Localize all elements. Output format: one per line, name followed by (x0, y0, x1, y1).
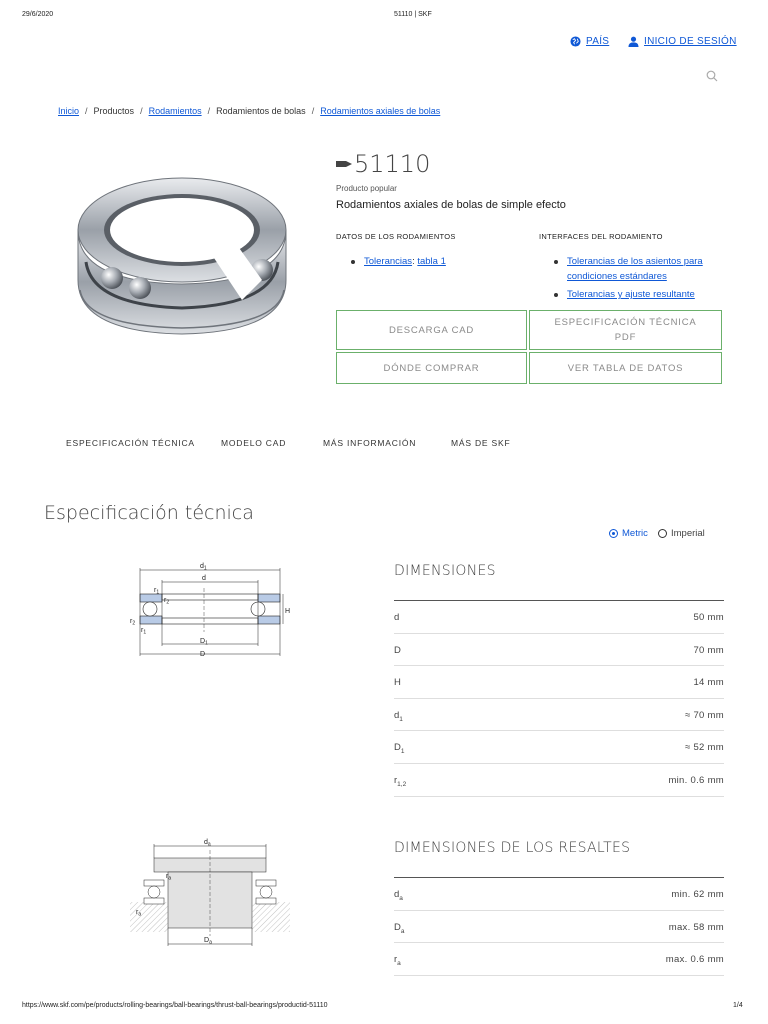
diagram-label-sub: 1 (143, 629, 147, 636)
row-key-text: d (394, 709, 400, 721)
table-row (394, 764, 724, 797)
row-key (394, 677, 401, 690)
login-label: INICIO DE SESIÓN (644, 36, 737, 47)
radio-selected-icon (609, 529, 618, 538)
bearing-dimension-diagram (128, 560, 296, 662)
resulting-fit-link[interactable]: Tolerancias y ajuste resultante (567, 289, 695, 300)
row-key-sub: a (399, 894, 403, 902)
arrow-right-icon (336, 159, 352, 169)
imperial-radio[interactable] (658, 528, 705, 539)
diagram-label-da: d (204, 839, 208, 846)
svg-text:r2 (164, 597, 169, 606)
bearing-interfaces-heading: INTERFACES DEL RODAMIENTO (539, 232, 663, 241)
bearing-data-list (346, 254, 544, 272)
popular-product-label: Producto popular (336, 184, 397, 193)
row-key (394, 775, 406, 788)
row-key-sub: 1 (399, 715, 403, 723)
diagram-label-d1: d (200, 563, 204, 570)
breadcrumb-rodamientos[interactable]: Rodamientos (148, 106, 202, 116)
cad-download-button[interactable] (336, 310, 527, 350)
table-row (394, 911, 724, 944)
abutment-heading: DIMENSIONES DE LOS RESALTES (394, 840, 631, 856)
diagram-label-sub: 1 (205, 640, 208, 647)
table-row (394, 943, 724, 976)
diagram-label-r1: r (141, 627, 144, 634)
bearing-interfaces-list (549, 254, 737, 305)
diagram-label-sub: a (138, 911, 142, 918)
breadcrumb-separator: / (85, 106, 88, 116)
tolerances-link[interactable]: Tolerancias (364, 256, 413, 267)
row-key-text: D (394, 921, 401, 933)
svg-text:r2 (130, 618, 135, 627)
login-link[interactable] (628, 36, 737, 47)
row-key-text: d (394, 889, 400, 900)
diagram-label-sub: a (209, 939, 212, 946)
row-key (394, 710, 403, 723)
abutment-dimension-diagram (130, 836, 290, 954)
row-key-text: r (394, 954, 398, 966)
table-row (394, 731, 724, 764)
row-key (394, 889, 403, 902)
spec-section-title: Especificación técnica (44, 502, 254, 524)
list-item (567, 254, 737, 284)
row-value: max. 0.6 mm (665, 954, 724, 966)
button-label: VER TABLA DE DATOS (567, 362, 684, 374)
diagram-label-sub: 1 (203, 565, 207, 572)
row-key (394, 645, 401, 658)
tab-cad-model[interactable]: MODELO CAD (221, 438, 287, 448)
seat-tolerances-link[interactable]: Tolerancias de los asientos para condiciones estándares (567, 256, 703, 282)
diagram-label-Da: D (204, 937, 210, 944)
diagram-label-sub: a (207, 841, 211, 848)
diagram-label-r2: r (130, 618, 133, 625)
diagram-label-ra: r (136, 909, 139, 916)
row-key-text: D (394, 742, 401, 754)
table-row (394, 666, 724, 699)
breadcrumb-separator: / (207, 106, 211, 116)
row-value: ≈ 70 mm (685, 709, 724, 721)
country-link[interactable] (570, 36, 609, 47)
row-value: 14 mm (693, 677, 724, 689)
row-value: max. 58 mm (668, 921, 724, 933)
list-item (364, 254, 544, 269)
row-key (394, 612, 399, 625)
breadcrumb-productos: Productos (93, 106, 135, 116)
tab-spec[interactable]: ESPECIFICACIÓN TÉCNICA (66, 438, 195, 448)
radio-unselected-icon (658, 529, 667, 538)
table-row (394, 600, 724, 634)
product-description: Rodamientos axiales de bolas de simple efecto (336, 199, 566, 211)
row-key-text: d (394, 612, 400, 623)
diagram-label-ra: r (166, 873, 169, 880)
breadcrumb-rodamientos-bolas: Rodamientos de bolas (216, 106, 306, 116)
breadcrumb-inicio[interactable]: Inicio (58, 106, 80, 116)
tab-more-skf[interactable]: MÁS DE SKF (451, 438, 511, 448)
row-key-sub: 1 (400, 748, 405, 756)
button-label: DÓNDE COMPRAR (383, 362, 480, 374)
diagram-label-sub: 2 (166, 599, 170, 606)
search-icon[interactable] (706, 70, 718, 82)
row-value: 50 mm (693, 612, 724, 623)
table-row (394, 699, 724, 732)
diagram-label-r1: r (154, 587, 157, 594)
button-label: DESCARGA CAD (388, 324, 475, 336)
breadcrumb (58, 106, 440, 116)
diagram-label-h: H (285, 608, 291, 615)
table-row (394, 877, 724, 911)
print-date: 29/6/2020 (22, 11, 54, 18)
tab-more-info[interactable]: MÁS INFORMACIÓN (323, 438, 417, 448)
table-row (394, 634, 724, 667)
metric-label: Metric (622, 528, 648, 539)
row-value: ≈ 52 mm (685, 742, 724, 754)
diagram-label-sub: a (168, 875, 172, 882)
where-to-buy-button[interactable] (336, 352, 527, 384)
row-key (394, 954, 401, 967)
print-title: 51110 | SKF (394, 11, 432, 18)
user-icon (628, 36, 639, 47)
separator-text: : (412, 256, 418, 267)
print-url: https://www.skf.com/pe/products/rolling-bearings/ball-bearings/thrust-ball-bearings/productid-51110 (22, 1002, 328, 1009)
bearing-data-heading: DATOS DE LOS RODAMIENTOS (336, 232, 456, 241)
row-key-sub: a (400, 927, 405, 935)
print-page: 1/4 (733, 1002, 743, 1009)
diagram-label-sub: 2 (132, 620, 136, 627)
diagram-label-r2: r (164, 597, 167, 604)
row-key-text: H (394, 677, 401, 689)
diagram-label-sub: 1 (156, 589, 160, 596)
row-key-text: D (394, 644, 401, 656)
row-value: min. 0.6 mm (668, 774, 724, 786)
breadcrumb-axiales[interactable]: Rodamientos axiales de bolas (320, 106, 441, 116)
globe-icon (570, 36, 581, 47)
imperial-label: Imperial (671, 528, 705, 539)
breadcrumb-separator: / (311, 106, 315, 116)
diagram-label-d: d (202, 575, 206, 582)
product-image (62, 150, 302, 370)
table1-link[interactable]: tabla 1 (417, 256, 446, 267)
product-number: 51110 (354, 150, 431, 178)
row-key-sub: 1,2 (397, 780, 407, 788)
button-label: ESPECIFICACIÓN TÉCNICA (554, 317, 697, 328)
breadcrumb-separator: / (140, 106, 143, 116)
row-key (394, 742, 405, 755)
dimensions-heading: DIMENSIONES (394, 563, 496, 579)
spec-pdf-button[interactable] (529, 310, 722, 350)
metric-radio[interactable] (609, 528, 648, 539)
dimensions-table (394, 600, 724, 797)
row-key (394, 922, 405, 935)
button-label: PDF (614, 332, 637, 343)
svg-text:D1 (200, 638, 208, 647)
abutment-table (394, 877, 724, 976)
row-key-sub: a (397, 960, 401, 968)
datasheet-button[interactable] (529, 352, 722, 384)
list-item (567, 287, 737, 302)
svg-text:r1 (141, 627, 146, 636)
row-value: min. 62 mm (671, 889, 724, 900)
country-label: PAÍS (586, 36, 610, 47)
product-title (336, 150, 430, 178)
diagram-label-D: D (200, 651, 206, 658)
row-value: 70 mm (693, 644, 724, 656)
diagram-label-D1: D (200, 638, 206, 645)
row-key-text: r (394, 774, 398, 786)
